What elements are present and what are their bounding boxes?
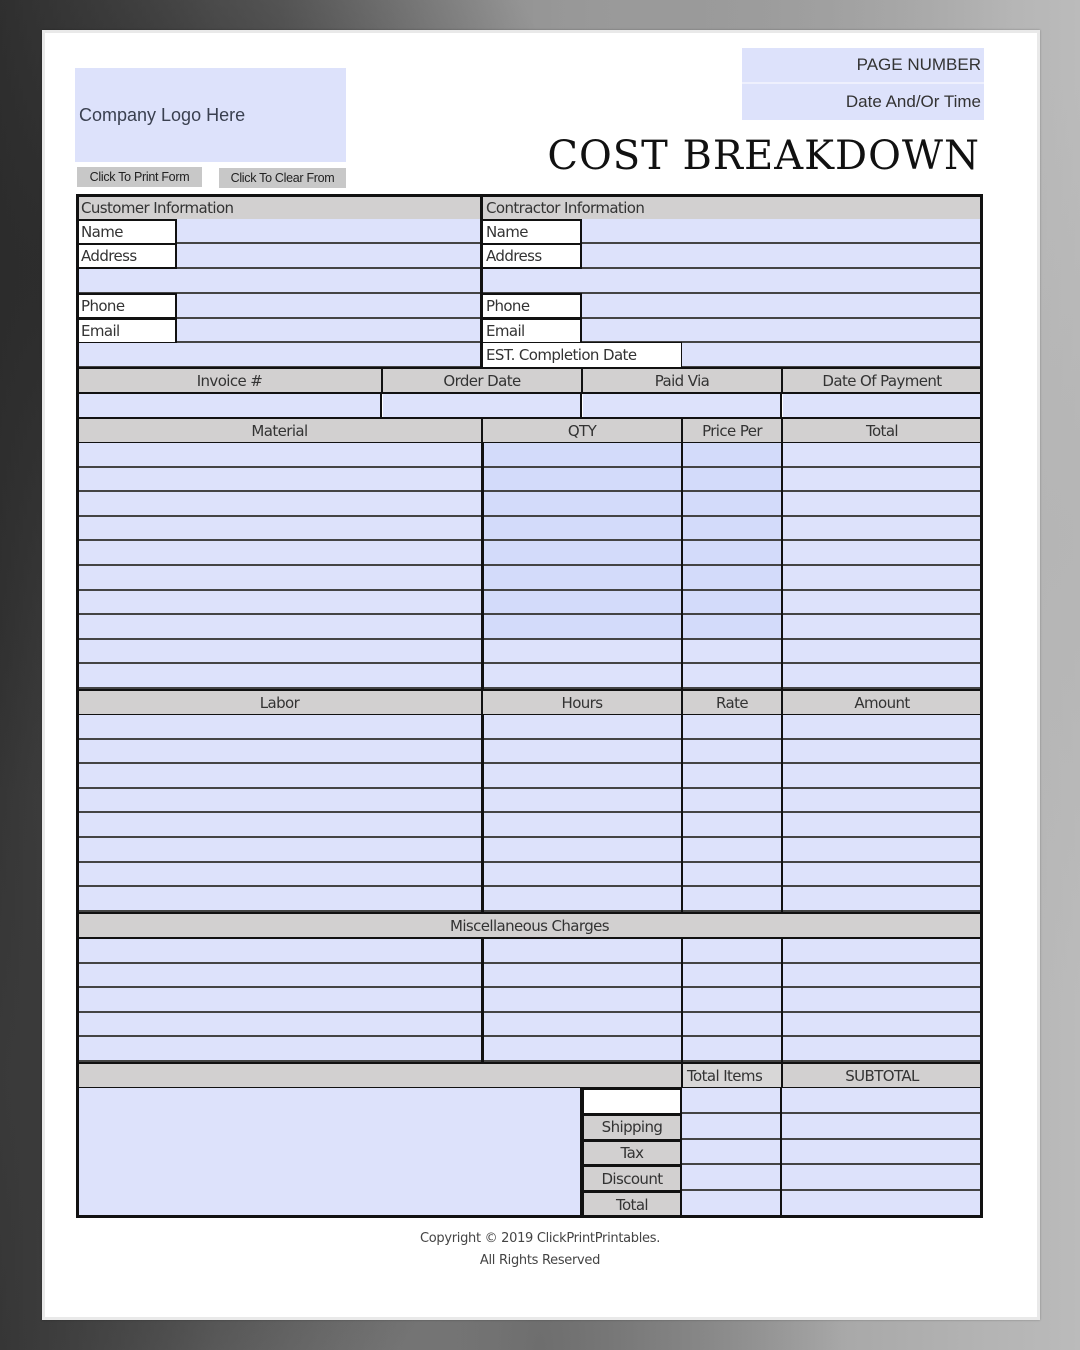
total-items-input-2[interactable] <box>682 1114 781 1140</box>
labor-col-divider <box>481 715 484 912</box>
date-of-payment-input[interactable] <box>783 394 981 418</box>
material-col-divider <box>481 443 484 689</box>
page-number-field[interactable] <box>742 48 984 84</box>
material-row-5-col-1[interactable] <box>78 541 481 566</box>
contractor-name-label: Name <box>481 219 582 245</box>
misc-row-1-col-2[interactable] <box>482 939 681 964</box>
material-row-8-col-2[interactable] <box>482 615 681 640</box>
material-row-8-col-4[interactable] <box>782 615 981 640</box>
material-row-1-col-4[interactable] <box>782 443 981 468</box>
misc-row-5-col-4[interactable] <box>782 1037 981 1062</box>
misc-row-5-col-2[interactable] <box>482 1037 681 1062</box>
labor-row-2-col-4[interactable] <box>782 740 981 765</box>
material-row-4-col-1[interactable] <box>78 517 481 542</box>
customer-info-heading: Customer Information <box>76 194 483 221</box>
order-date-header: Order Date <box>381 367 583 394</box>
labor-row-3-col-3[interactable] <box>682 764 781 789</box>
customer-address-input[interactable] <box>177 244 481 269</box>
customer-phone-label: Phone <box>76 293 177 319</box>
clear-form-button[interactable]: Click To Clear From <box>219 168 346 188</box>
labor-row-6-col-3[interactable] <box>682 838 781 863</box>
labor-row-7-col-3[interactable] <box>682 863 781 888</box>
copyright-text: Copyright © 2019 ClickPrintPrintables. <box>419 1231 661 1246</box>
contractor-phone-input[interactable] <box>582 294 981 319</box>
labor-row-3-col-2[interactable] <box>482 764 681 789</box>
labor-row-2-col-3[interactable] <box>682 740 781 765</box>
material-row-2-col-4[interactable] <box>782 468 981 493</box>
material-row-3-col-2[interactable] <box>482 492 681 517</box>
invoice-number-input[interactable] <box>78 394 381 418</box>
misc-row-5-col-1[interactable] <box>78 1037 481 1062</box>
material-row-6-col-2[interactable] <box>482 566 681 591</box>
subtotal-input-1[interactable] <box>782 1088 981 1114</box>
info-divider <box>480 194 483 368</box>
customer-address-line2-input[interactable] <box>78 269 481 294</box>
labor-row-5-col-4[interactable] <box>782 813 981 838</box>
labor-row-1-col-2[interactable] <box>482 715 681 740</box>
material-row-10-col-3[interactable] <box>682 664 781 689</box>
labor-row-4-col-1[interactable] <box>78 789 481 814</box>
contractor-email-input[interactable] <box>582 319 981 343</box>
material-header: Material <box>76 417 483 444</box>
labor-row-1-col-4[interactable] <box>782 715 981 740</box>
paid-via-input[interactable] <box>583 394 781 418</box>
rights-text: All Rights Reserved <box>479 1253 601 1268</box>
customer-name-label: Name <box>76 219 177 245</box>
material-row-3-col-1[interactable] <box>78 492 481 517</box>
invoice-divider-3 <box>780 392 782 418</box>
misc-row-5-col-3[interactable] <box>682 1037 781 1062</box>
misc-row-4-col-3[interactable] <box>682 1013 781 1038</box>
contractor-address-input[interactable] <box>582 244 981 269</box>
labor-row-8-col-4[interactable] <box>782 887 981 912</box>
material-row-3-col-3[interactable] <box>682 492 781 517</box>
material-total-header: Total <box>781 417 983 444</box>
subtotal-input-4[interactable] <box>782 1165 981 1191</box>
totals-label-total: Total <box>582 1191 682 1218</box>
totals-blank-header <box>76 1062 683 1089</box>
labor-row-7-col-1[interactable] <box>78 863 481 888</box>
customer-name-input[interactable] <box>177 219 481 244</box>
rate-header: Rate <box>681 689 783 716</box>
contractor-info-heading: Contractor Information <box>481 194 983 221</box>
total-items-header: Total Items <box>681 1062 783 1089</box>
misc-row-2-col-2[interactable] <box>482 964 681 989</box>
est-completion-date-input[interactable] <box>682 343 981 368</box>
labor-row-4-col-2[interactable] <box>482 789 681 814</box>
est-completion-date-label: EST. Completion Date <box>481 342 682 368</box>
customer-email-label: Email <box>76 318 177 344</box>
company-logo-placeholder[interactable] <box>75 68 346 162</box>
subtotal-input-5[interactable] <box>782 1191 981 1217</box>
misc-col-divider <box>681 939 683 1062</box>
amount-header: Amount <box>781 689 983 716</box>
subtotal-header: SUBTOTAL <box>781 1062 983 1089</box>
labor-row-1-col-3[interactable] <box>682 715 781 740</box>
customer-address-label: Address <box>76 243 177 269</box>
labor-row-5-col-1[interactable] <box>78 813 481 838</box>
contractor-email-label: Email <box>481 318 582 344</box>
labor-row-7-col-4[interactable] <box>782 863 981 888</box>
labor-row-4-col-3[interactable] <box>682 789 781 814</box>
material-row-2-col-2[interactable] <box>482 468 681 493</box>
contractor-name-input[interactable] <box>582 219 981 244</box>
subtotal-input-3[interactable] <box>782 1140 981 1166</box>
misc-row-3-col-3[interactable] <box>682 988 781 1013</box>
totals-blank-label <box>582 1088 682 1115</box>
totals-label-discount: Discount <box>582 1165 682 1192</box>
labor-row-3-col-1[interactable] <box>78 764 481 789</box>
misc-row-2-col-1[interactable] <box>78 964 481 989</box>
qty-header: QTY <box>481 417 683 444</box>
material-row-7-col-4[interactable] <box>782 591 981 616</box>
material-row-9-col-3[interactable] <box>682 640 781 665</box>
paid-via-header: Paid Via <box>581 367 783 394</box>
material-row-6-col-4[interactable] <box>782 566 981 591</box>
labor-row-5-col-2[interactable] <box>482 813 681 838</box>
material-row-9-col-1[interactable] <box>78 640 481 665</box>
labor-row-2-col-1[interactable] <box>78 740 481 765</box>
material-row-9-col-2[interactable] <box>482 640 681 665</box>
totals-label-shipping: Shipping <box>582 1114 682 1141</box>
total-items-input-5[interactable] <box>682 1191 781 1217</box>
customer-email-input[interactable] <box>177 319 481 343</box>
labor-row-1-col-1[interactable] <box>78 715 481 740</box>
labor-row-8-col-3[interactable] <box>682 887 781 912</box>
price-per-header: Price Per <box>681 417 783 444</box>
misc-col-divider <box>781 939 783 1062</box>
misc-charges-header: Miscellaneous Charges <box>76 912 983 939</box>
customer-phone-input[interactable] <box>177 294 481 319</box>
total-items-input-3[interactable] <box>682 1140 781 1166</box>
date-time-text: Date And/Or Time <box>845 92 981 111</box>
totals-col-divider <box>780 1088 782 1218</box>
misc-row-1-col-3[interactable] <box>682 939 781 964</box>
date-time-field[interactable] <box>742 84 984 120</box>
material-row-1-col-3[interactable] <box>682 443 781 468</box>
misc-row-4-col-1[interactable] <box>78 1013 481 1038</box>
material-row-8-col-1[interactable] <box>78 615 481 640</box>
material-row-5-col-4[interactable] <box>782 541 981 566</box>
notes-area[interactable] <box>78 1088 581 1217</box>
contractor-address-line2-input[interactable] <box>483 269 981 294</box>
labor-row-5-col-3[interactable] <box>682 813 781 838</box>
order-date-input[interactable] <box>383 394 581 418</box>
material-row-4-col-2[interactable] <box>482 517 681 542</box>
misc-row-1-col-4[interactable] <box>782 939 981 964</box>
labor-row-6-col-4[interactable] <box>782 838 981 863</box>
labor-col-divider <box>681 715 683 912</box>
material-row-5-col-2[interactable] <box>482 541 681 566</box>
labor-row-6-col-1[interactable] <box>78 838 481 863</box>
misc-row-4-col-4[interactable] <box>782 1013 981 1038</box>
contractor-phone-label: Phone <box>481 293 582 319</box>
labor-row-6-col-2[interactable] <box>482 838 681 863</box>
totals-label-tax: Tax <box>582 1140 682 1167</box>
material-row-9-col-4[interactable] <box>782 640 981 665</box>
material-row-3-col-4[interactable] <box>782 492 981 517</box>
material-row-2-col-1[interactable] <box>78 468 481 493</box>
material-row-10-col-1[interactable] <box>78 664 481 689</box>
material-col-divider <box>781 443 783 689</box>
invoice-number-header: Invoice # <box>76 367 383 394</box>
material-row-8-col-3[interactable] <box>682 615 781 640</box>
misc-row-3-col-1[interactable] <box>78 988 481 1013</box>
labor-row-4-col-4[interactable] <box>782 789 981 814</box>
material-row-1-col-2[interactable] <box>482 443 681 468</box>
misc-row-3-col-4[interactable] <box>782 988 981 1013</box>
misc-row-2-col-4[interactable] <box>782 964 981 989</box>
contractor-address-label: Address <box>481 243 582 269</box>
labor-col-divider <box>781 715 783 912</box>
labor-row-2-col-2[interactable] <box>482 740 681 765</box>
material-row-7-col-1[interactable] <box>78 591 481 616</box>
material-row-7-col-2[interactable] <box>482 591 681 616</box>
misc-row-1-col-1[interactable] <box>78 939 481 964</box>
invoice-divider-1 <box>380 392 382 418</box>
labor-row-8-col-2[interactable] <box>482 887 681 912</box>
material-row-4-col-4[interactable] <box>782 517 981 542</box>
material-row-2-col-3[interactable] <box>682 468 781 493</box>
material-row-6-col-3[interactable] <box>682 566 781 591</box>
subtotal-input-2[interactable] <box>782 1114 981 1140</box>
total-items-input-1[interactable] <box>682 1088 781 1114</box>
material-row-10-col-4[interactable] <box>782 664 981 689</box>
material-row-6-col-1[interactable] <box>78 566 481 591</box>
invoice-divider-2 <box>580 392 582 418</box>
material-row-5-col-3[interactable] <box>682 541 781 566</box>
material-col-divider <box>681 443 683 689</box>
misc-row-3-col-2[interactable] <box>482 988 681 1013</box>
labor-header: Labor <box>76 689 483 716</box>
material-row-7-col-3[interactable] <box>682 591 781 616</box>
labor-row-3-col-4[interactable] <box>782 764 981 789</box>
misc-row-2-col-3[interactable] <box>682 964 781 989</box>
labor-row-8-col-1[interactable] <box>78 887 481 912</box>
customer-extra-input[interactable] <box>78 343 481 368</box>
page-title: COST BREAKDOWN <box>547 133 980 179</box>
print-form-button[interactable]: Click To Print Form <box>77 167 202 187</box>
hours-header: Hours <box>481 689 683 716</box>
page-number-text: PAGE NUMBER <box>856 55 981 74</box>
material-row-10-col-2[interactable] <box>482 664 681 689</box>
misc-row-4-col-2[interactable] <box>482 1013 681 1038</box>
logo-placeholder-text: Company Logo Here <box>79 104 246 125</box>
material-row-1-col-1[interactable] <box>78 443 481 468</box>
material-row-4-col-3[interactable] <box>682 517 781 542</box>
date-of-payment-header: Date Of Payment <box>781 367 983 394</box>
misc-col-divider <box>481 939 484 1062</box>
total-items-input-4[interactable] <box>682 1165 781 1191</box>
labor-row-7-col-2[interactable] <box>482 863 681 888</box>
